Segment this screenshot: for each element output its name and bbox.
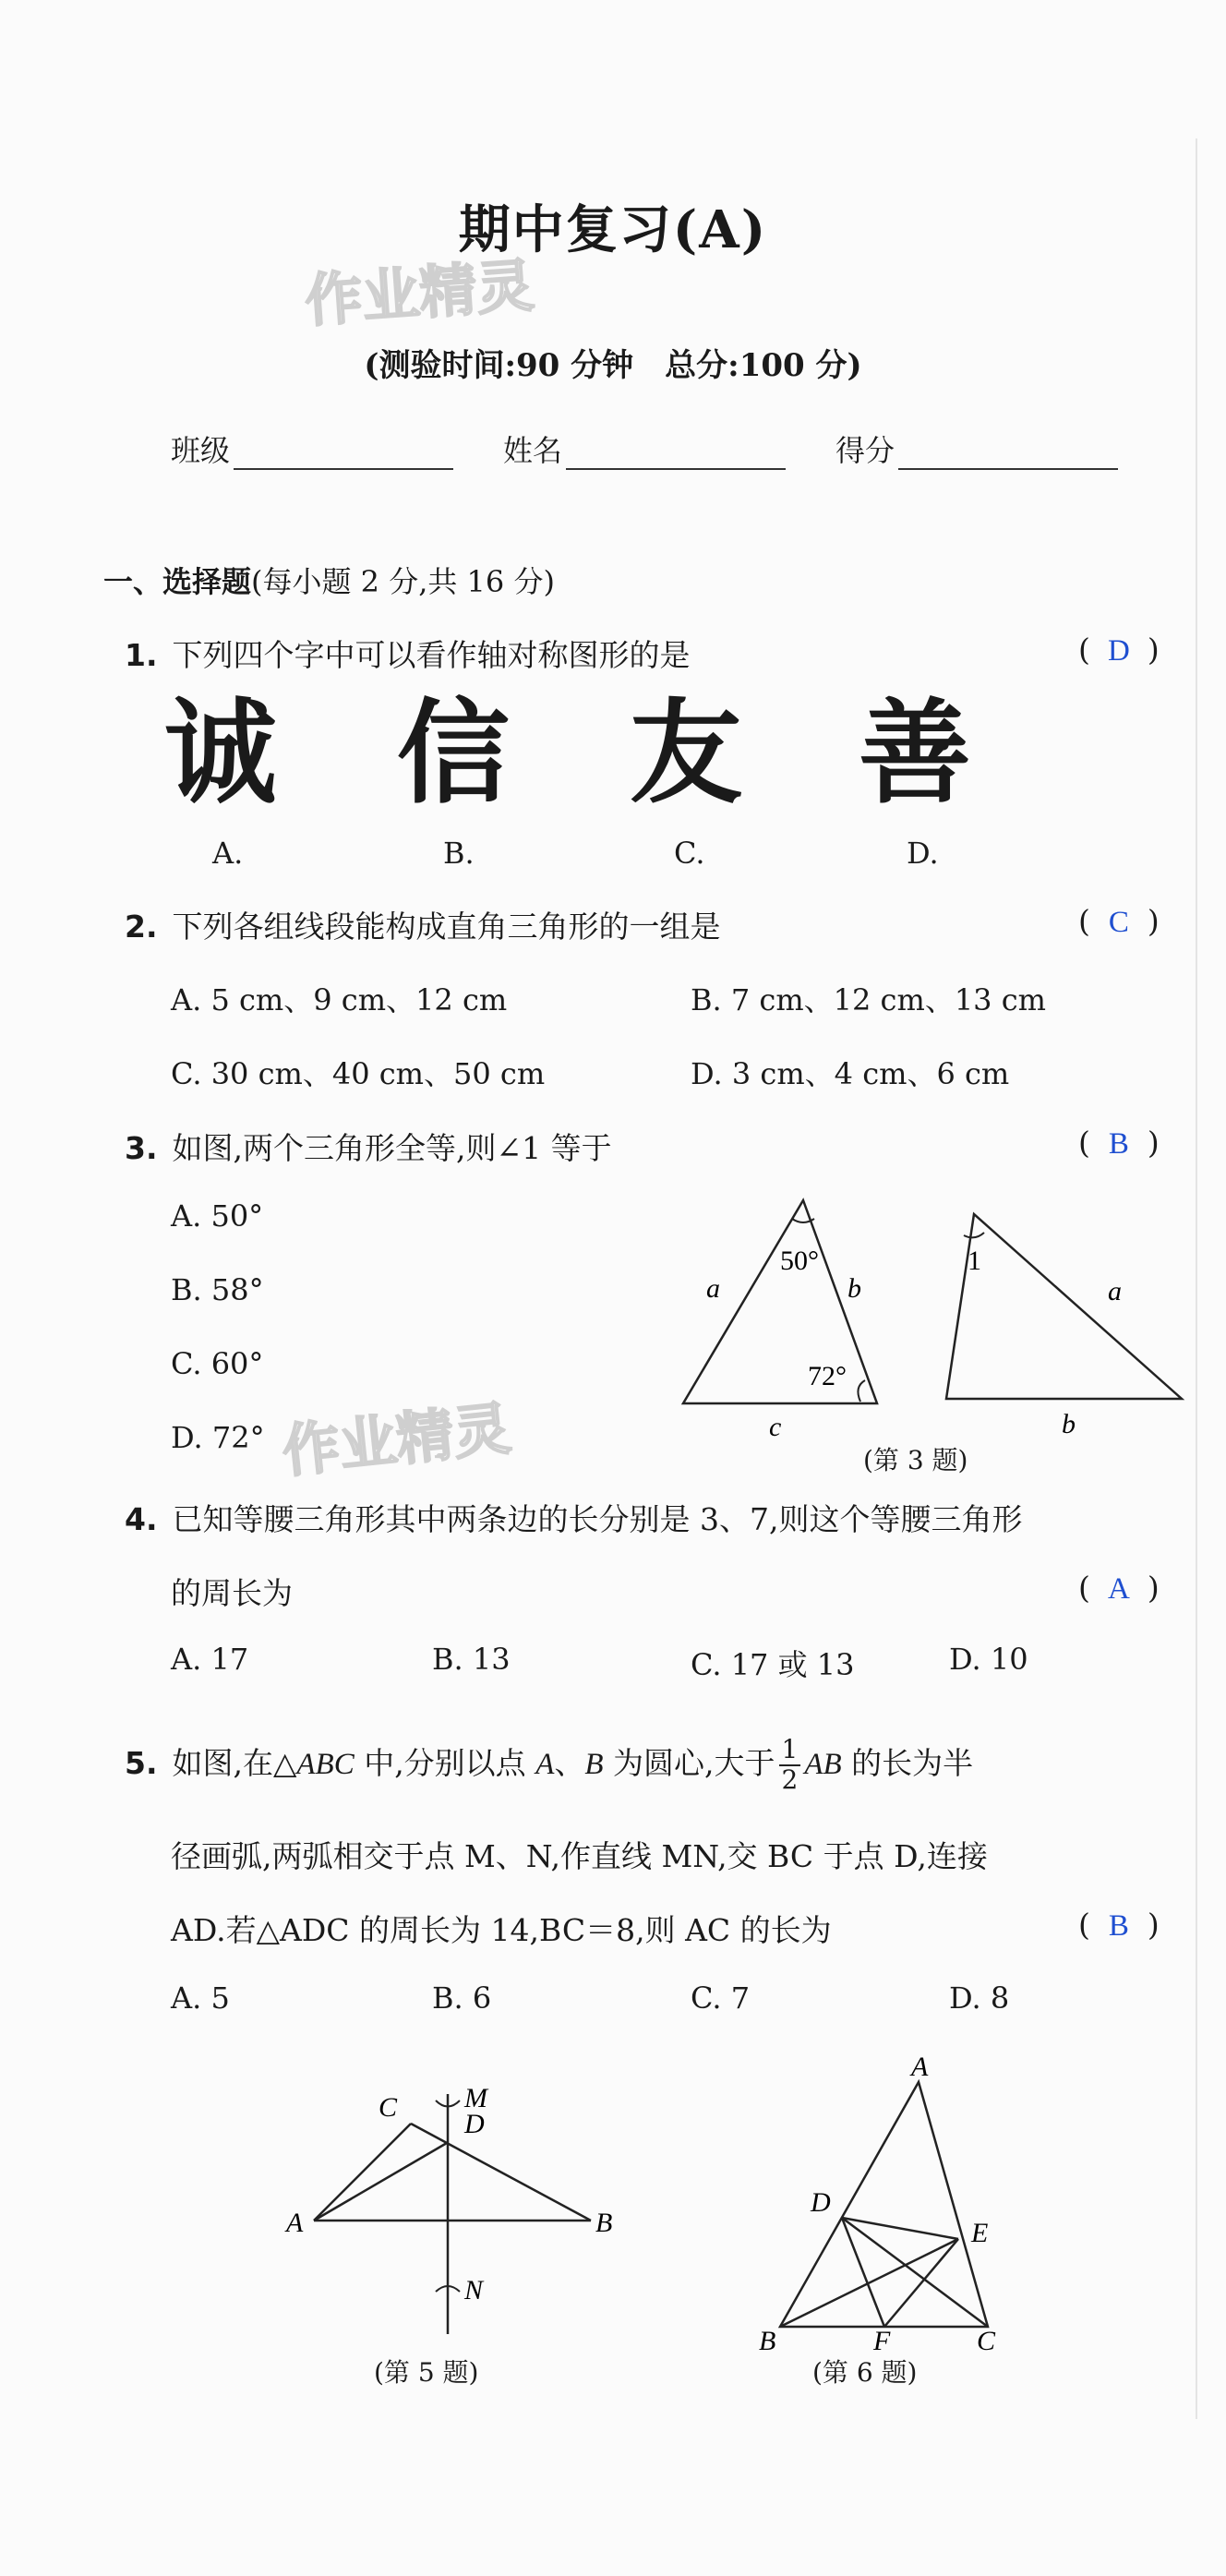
- option-d: D. 8: [949, 1980, 1010, 2016]
- score-label: 得分: [835, 433, 895, 468]
- answer-bracket: ( A ): [1078, 1570, 1160, 1606]
- question-2: [125, 903, 721, 946]
- point-a-label: A: [911, 2052, 929, 2082]
- point-d-label: D: [811, 2187, 831, 2218]
- question-text-cont: AD.若△ADC 的周长为 14,BC＝8,则 AC 的长为: [171, 1912, 832, 1948]
- angle-72-label: 72°: [808, 1361, 847, 1391]
- fraction-denominator: 2: [781, 1763, 799, 1795]
- option-c: C. 60°: [171, 1346, 264, 1381]
- char-c: 友: [630, 688, 742, 819]
- point-c-label: C: [977, 2326, 996, 2354]
- question-number: 2.: [125, 909, 158, 945]
- option-a: A. 5 cm、9 cm、12 cm: [171, 982, 508, 1017]
- figure-caption: (第 6 题): [812, 2357, 918, 2388]
- question-number: 5.: [125, 1744, 158, 1781]
- name-label: 姓名: [503, 433, 563, 468]
- answer: B: [1108, 1909, 1129, 1943]
- question-text: 如图,在△: [172, 1744, 297, 1781]
- option-a: A. 17: [171, 1642, 249, 1677]
- point-f-label: F: [873, 2326, 891, 2354]
- question-text: 中,分别以点: [354, 1744, 536, 1781]
- side-a-label: a: [706, 1273, 720, 1304]
- exam-info: (测验时间:90 分钟 总分:100 分): [364, 347, 862, 384]
- answer-bracket: ( B ): [1078, 1125, 1160, 1161]
- angle-50-label: 50°: [780, 1246, 819, 1276]
- char-d: 善: [859, 688, 971, 819]
- char-a: 诚: [164, 688, 277, 819]
- option-b: B. 13: [432, 1642, 511, 1677]
- option-c: C. 30 cm、40 cm、50 cm: [171, 1056, 546, 1091]
- answer: C: [1108, 906, 1129, 939]
- section-title: 一、选择题: [103, 564, 252, 599]
- question-4: [125, 1496, 1022, 1539]
- var-a: A: [535, 1747, 555, 1781]
- option-label: D.: [907, 836, 939, 871]
- var-ab: AB: [804, 1747, 842, 1781]
- point-n-label: N: [464, 2275, 484, 2305]
- figure-q5: [277, 2077, 646, 2354]
- class-field: [171, 427, 453, 470]
- question-3: [125, 1125, 612, 1168]
- option-b: B. 6: [432, 1980, 492, 2016]
- name-blank[interactable]: [566, 440, 786, 470]
- answer: D: [1107, 634, 1130, 668]
- char-b: 信: [397, 688, 510, 819]
- point-d-label: D: [464, 2109, 485, 2139]
- question-text: 的长为半: [841, 1744, 974, 1781]
- section-note: (每小题 2 分,共 16 分): [251, 564, 555, 599]
- figure-caption: (第 5 题): [374, 2357, 479, 2388]
- side-b-label: b: [847, 1273, 861, 1304]
- option-c: C. 17 或 13: [691, 1647, 855, 1682]
- answer-bracket: ( D ): [1078, 632, 1160, 668]
- answer: B: [1108, 1127, 1129, 1161]
- section-heading: [103, 559, 555, 601]
- question-number: 4.: [125, 1501, 158, 1537]
- question-text: 下列四个字中可以看作轴对称图形的是: [172, 637, 691, 673]
- question-5: [125, 1736, 973, 1795]
- question-number: 1.: [125, 637, 158, 673]
- point-c-label: C: [379, 2092, 398, 2123]
- watermark-logo: 作业精灵: [279, 1394, 514, 1486]
- option-label: B.: [443, 836, 475, 871]
- answer: A: [1107, 1572, 1130, 1606]
- answer-bracket: ( B ): [1078, 1907, 1160, 1943]
- name-field: [503, 427, 786, 470]
- question-text: 、: [554, 1744, 585, 1781]
- score-blank[interactable]: [898, 440, 1118, 470]
- option-a: A. 5: [171, 1980, 230, 2016]
- side-c-label: c: [769, 1412, 782, 1442]
- point-e-label: E: [971, 2218, 989, 2248]
- answer-bracket: ( C ): [1078, 903, 1160, 939]
- option-d: D. 72°: [171, 1420, 265, 1455]
- score-field: [835, 427, 1118, 470]
- class-label: 班级: [171, 433, 231, 468]
- point-m-label: M: [464, 2083, 487, 2113]
- question-text: 如图,两个三角形全等,则∠1 等于: [172, 1130, 612, 1166]
- option-label: A.: [212, 836, 244, 871]
- triangle-left: [683, 1200, 877, 1442]
- class-blank[interactable]: [234, 440, 453, 470]
- fraction-half: [779, 1736, 801, 1795]
- question-text: 为圆心,大于: [603, 1744, 775, 1781]
- question-text-cont: 的周长为: [171, 1575, 293, 1611]
- fraction-numerator: 1: [779, 1736, 801, 1766]
- option-a: A. 50°: [171, 1198, 264, 1234]
- triangle-right: [946, 1214, 1182, 1439]
- side-b-label: b: [1062, 1409, 1076, 1439]
- option-d: D. 3 cm、4 cm、6 cm: [691, 1056, 1010, 1091]
- angle-1-label: 1: [968, 1246, 981, 1276]
- option-b: B. 7 cm、12 cm、13 cm: [691, 982, 1046, 1017]
- side-a-label: a: [1108, 1276, 1122, 1306]
- figure-q6: [748, 2050, 1025, 2354]
- figure-caption: (第 3 题): [863, 1445, 968, 1475]
- option-d: D. 10: [949, 1642, 1028, 1677]
- point-b-label: B: [595, 2208, 613, 2238]
- var-b: B: [584, 1747, 604, 1781]
- question-text: 已知等腰三角形其中两条边的长分别是 3、7,则这个等腰三角形: [172, 1501, 1023, 1537]
- watermark-logo: 作业精灵: [303, 251, 536, 335]
- option-label: C.: [674, 836, 705, 871]
- point-a-label: A: [286, 2208, 304, 2238]
- question-text-cont: 径画弧,两弧相交于点 M、N,作直线 MN,交 BC 于点 D,连接: [171, 1838, 988, 1874]
- question-1: [125, 632, 691, 675]
- question-text: 下列各组线段能构成直角三角形的一组是: [172, 909, 721, 945]
- option-c: C. 7: [691, 1980, 751, 2016]
- option-b: B. 58°: [171, 1272, 264, 1307]
- point-b-label: B: [759, 2326, 776, 2354]
- question-number: 3.: [125, 1130, 158, 1166]
- page-title: 期中复习(A): [458, 199, 768, 260]
- var-abc: ABC: [296, 1747, 355, 1781]
